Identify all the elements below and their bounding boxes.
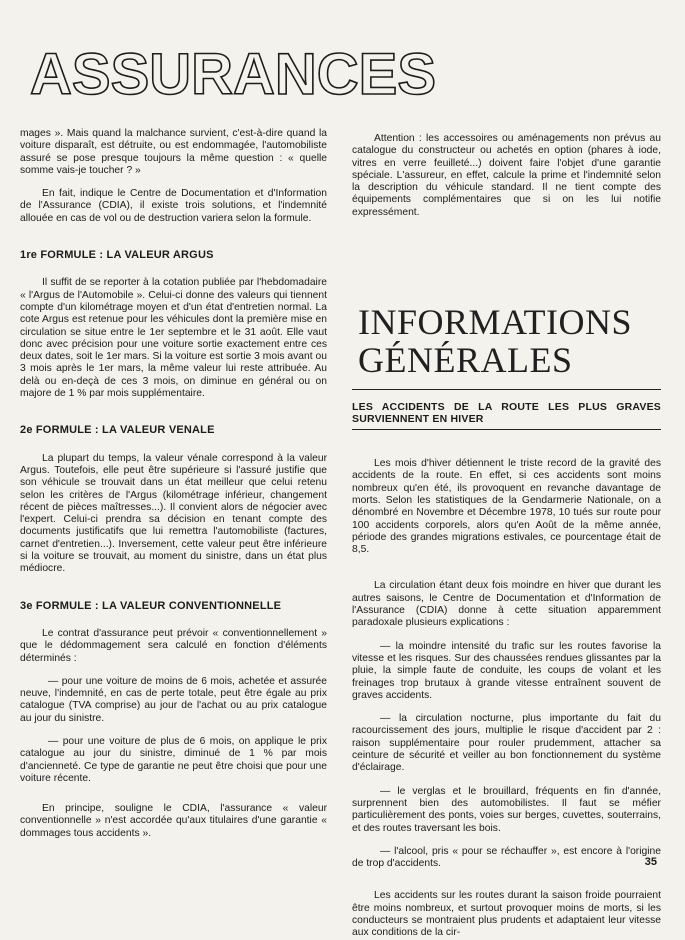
article-subheading: LES ACCIDENTS DE LA ROUTE LES PLUS GRAVES SURVIENNENT EN HIVER (352, 401, 661, 426)
list-item: — pour une voiture de plus de 6 mois, on applique le prix catalogue au jour du sinistre, diminué de 1 % par mois d'ancienneté. Ce type de garantie ne peut être choisi que pour une voiture récente. (20, 735, 327, 784)
section-title-line: INFORMATIONS (358, 302, 633, 343)
paragraph: mages ». Mais quand la malchance survient, c'est-à-dire quand la voiture disparaît, est détruite, ou est endommagée, l'automobiliste assuré se pose presque toujours la même question : « quelle somme vais-je toucher ? » (20, 128, 327, 176)
section-title (358, 303, 661, 379)
section-heading: 2e FORMULE : LA VALEUR VENALE (20, 424, 215, 437)
list-item: — la moindre intensité du trafic sur les routes favorise la vitesse et les risques. Sur des chaussées rendues glissantes par la pluie, la simple faute de conduite, les coups de volant et les freinages trop brutaux à grande vitesse entraînent souvent de graves accidents. (352, 640, 661, 701)
paragraph: Il suffit de se reporter à la cotation publiée par l'hebdomadaire « l'Argus de l'Automobile ». Celui-ci donne des valeurs qui tiennent compte d'un kilométrage moyen et d'un état d'entretien normal. La cote Argus est retenue pour les véhicules dont la première mise en circulation se situe entre le 1er septembre et le 31 août. Elle vaut donc avec précision pour une voiture sortie exactement entre ces deux dates, soit le 1er mars. Si la voiture est sortie 3 mois avant ou 3 mois après le 1er mars, la même valeur lui reste attribuée. Au delà ou en-deçà de ces 3 mois, on diminue en général ou on majore de 1 % par mois supplémentaire. (20, 277, 327, 400)
section-heading: 3e FORMULE : LA VALEUR CONVENTIONNELLE (20, 599, 282, 612)
section-heading: 1re FORMULE : LA VALEUR ARGUS (20, 249, 214, 262)
paragraph: Le contrat d'assurance peut prévoir « conventionnellement » que le dédommagement sera calculé en fonction d'éléments déterminés : (20, 627, 327, 664)
list-item: — l'alcool, pris « pour se réchauffer », est encore à l'origine de trop d'accidents. (352, 845, 661, 870)
paragraph: Les mois d'hiver détiennent le triste record de la gravité des accidents de la route. En effet, si ces accidents sont moins nombreux qu'en été, ils provoquent en revanche davantage de morts. Selon les statistiques de la Gendarmerie Nationale, on a dénombré en Novembre et Décembre 1978, 10 tués sur route pour 100 accidents corporels, alors qu'en Août de la même année, période des grandes migrations estivales, ce pourcentage était de 8,5. (352, 458, 661, 556)
masthead-title: ASSURANCES (30, 42, 437, 107)
paragraph: En principe, souligne le CDIA, l'assurance « valeur conventionnelle » n'est accordée qu'aux titulaires d'une garantie « dommages tous accidents ». (20, 803, 327, 839)
page-number: 35 (644, 856, 657, 868)
paragraph: Attention : les accessoires ou aménagements non prévus au catalogue du constructeur ou achetés en option (phares à iode, vitres en verre feuilleté...) doivent faire l'objet d'une garantie spéciale. L'assureur, en effet, calcule la prime et l'indemnité selon la description du véhicule standard. Il ne tient compte des équipements complémentaires que si on les lui notifie expressément. (352, 133, 661, 218)
right-column (352, 133, 661, 940)
paragraph: En fait, indique le Centre de Documentation et d'Information de l'Assurance (CDIA), il existe trois solutions, et l'indemnité allouée en cas de vol ou de destruction variera selon la formule. (20, 188, 327, 224)
divider (352, 429, 661, 430)
list-item: — pour une voiture de moins de 6 mois, achetée et assurée neuve, l'indemnité, en cas de perte totale, peut être égale au prix catalogue (TVA comprise) au jour de l'achat ou au prix catalogue au jour du sinistre. (20, 675, 327, 724)
list-item: — la circulation nocturne, plus importante du fait du racourcissement des jours, multiplie le risque d'accident par 2 : raison supplémentaire pour rouler prudemment, attacher sa ceinture de sécurité et veiller au bon fonctionnement du système d'éclairage. (352, 713, 661, 774)
list-item: — le verglas et le brouillard, fréquents en fin d'année, surprennent bien des automobilistes. Il faut se méfier particulièrement des ponts, voies sur berges, cuvettes, souterrains, et des routes traversant les bois. (352, 785, 661, 834)
section-title-line: GÉNÉRALES (358, 340, 573, 381)
divider (352, 389, 661, 390)
paragraph: La plupart du temps, la valeur vénale correspond à la valeur Argus. Toutefois, elle peut être supérieure si l'assuré justifie que son véhicule se trouvait dans un état meilleur que celui retenu selon les critères de l'Argus (kilométrage inférieur, changement récent de pièces maîtresses...). Il convient alors de négocier avec l'expert. Celui-ci prendra sa décision en tenant compte des documents justificatifs que lui remettra l'automobiliste (factures, carnet d'entretien...). Inversement, cette valeur peut être inférieure si la voiture se trouvait, au moment du sinistre, dans un état plus médiocre. (20, 452, 327, 575)
paragraph: Les accidents sur les routes durant la saison froide pourraient être moins nombreux, et surtout provoquer moins de morts, si les conducteurs se montraient plus prudents et adaptaient leur vitesse aux conditions de la cir- (352, 890, 661, 939)
paragraph: La circulation étant deux fois moindre en hiver que durant les autres saisons, le Centre de Documentation et d'Information de l'Assurance (CDIA) donne à cette situation apparemment paradoxale plusieurs explications : (352, 580, 661, 629)
left-column (20, 128, 327, 840)
